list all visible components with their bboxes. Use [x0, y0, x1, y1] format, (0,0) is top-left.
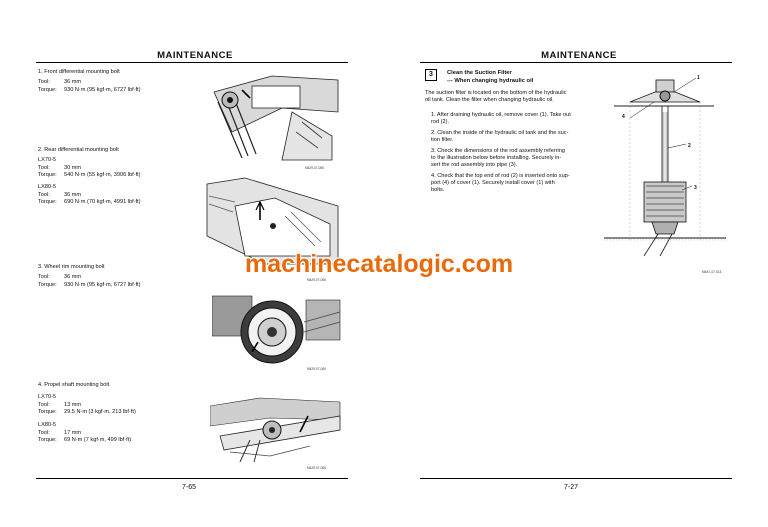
- propel-shaft-figure: [210, 396, 342, 464]
- page-header-title: MAINTENANCE: [157, 50, 233, 61]
- item4-title: 4. Propel shaft mounting bolt: [38, 382, 110, 388]
- item2-lx70-tool: Tool: 30 mm: [38, 165, 82, 171]
- item4-lx80-model: LX80-5: [38, 422, 57, 428]
- step4-line-2: port (4) of cover (1). Securely install cover (1) with: [431, 180, 555, 186]
- item1-title: 1. Front differential mounting bolt: [38, 69, 120, 75]
- step2-line-2: tion filter.: [431, 137, 454, 143]
- item4-figure-code: M429-07-006: [307, 466, 326, 470]
- intro-line-1: The suction filter is located on the bottom of the hydraulic: [425, 90, 567, 96]
- step4-line-1: 4. Check that the top end of rod (2) is inserted onto sup-: [431, 173, 570, 179]
- step4-line-3: bolts.: [431, 187, 445, 193]
- watermark-text: machinecatalogic.com: [245, 250, 514, 278]
- suction-filter-figure: [600, 72, 730, 268]
- item4-lx70-tool: Tool: 13 mm: [38, 402, 82, 408]
- page-header-title: MAINTENANCE: [541, 50, 617, 61]
- footer-rule: [420, 478, 732, 479]
- wheel-rim-figure: [212, 292, 342, 364]
- item3-title: 3. Wheel rim mounting bolt: [38, 264, 105, 270]
- page-number: 7-65: [182, 484, 197, 491]
- step1-line-1: 1. After draining hydraulic oil, remove cover (1). Take out: [431, 112, 571, 118]
- callout-3: 3: [694, 185, 697, 191]
- header-rule: [420, 62, 732, 63]
- step1-line-2: rod (2).: [431, 119, 450, 125]
- step-number-box: 3: [425, 69, 437, 81]
- footer-rule: [36, 478, 348, 479]
- item4-lx80-torque: Torque: 69 N·m (7 kgf·m, 499 lbf·ft): [38, 437, 132, 443]
- item3-tool: Tool: 36 mm: [38, 274, 82, 280]
- item4-lx80-tool: Tool: 17 mm: [38, 430, 82, 436]
- item2-lx80-model: LX80-5: [38, 184, 57, 190]
- item2-figure-code: M429-07-006: [307, 278, 326, 282]
- item3-figure-code: M429-07-006: [307, 367, 326, 371]
- item1-figure-code: M429-07-006: [305, 166, 324, 170]
- step2-line-1: 2. Clean the inside of the hydraulic oil tank and the suc-: [431, 130, 569, 136]
- header-rule: [36, 62, 348, 63]
- front-differential-figure: [212, 72, 340, 164]
- item2-title: 2. Rear differential mounting bolt: [38, 147, 119, 153]
- item1-tool: Tool: 36 mm: [38, 79, 82, 85]
- step3-line-3: sert the rod assembly into pipe (3).: [431, 162, 518, 168]
- right-figure-code: M4A7-07-013: [702, 270, 722, 274]
- item4-lx70-torque: Torque: 29.5 N·m (3 kgf·m, 213 lbf·ft): [38, 409, 136, 415]
- step3-line-1: 3. Check the dimensions of the rod assembly referring: [431, 148, 566, 154]
- step-title: Clean the Suction Filter: [447, 70, 512, 76]
- item3-torque: Torque: 930 N·m (95 kgf·m, 6727 lbf·ft): [38, 282, 141, 288]
- intro-line-2: oil tank. Clean the filter when changing hydraulic oil.: [425, 97, 554, 103]
- item4-lx70-model: LX70-5: [38, 394, 57, 400]
- callout-4: 4: [622, 114, 625, 120]
- callout-2: 2: [688, 143, 691, 149]
- step3-line-2: to the illustration below before installing. Securely in-: [431, 155, 562, 161]
- item2-lx70-model: LX70-5: [38, 157, 57, 163]
- item1-torque: Torque: 930 N·m (95 kgf·m, 6727 lbf·ft): [38, 87, 141, 93]
- page-number: 7-27: [564, 484, 579, 491]
- callout-1: 1: [697, 75, 700, 81]
- item2-lx80-torque: Torque: 690 N·m (70 kgf·m, 4991 lbf·ft): [38, 199, 141, 205]
- item2-lx80-tool: Tool: 36 mm: [38, 192, 82, 198]
- item2-lx70-torque: Torque: 540 N·m (55 kgf·m, 3906 lbf·ft): [38, 172, 141, 178]
- step-subtitle: --- When changing hydraulic oil: [447, 78, 534, 84]
